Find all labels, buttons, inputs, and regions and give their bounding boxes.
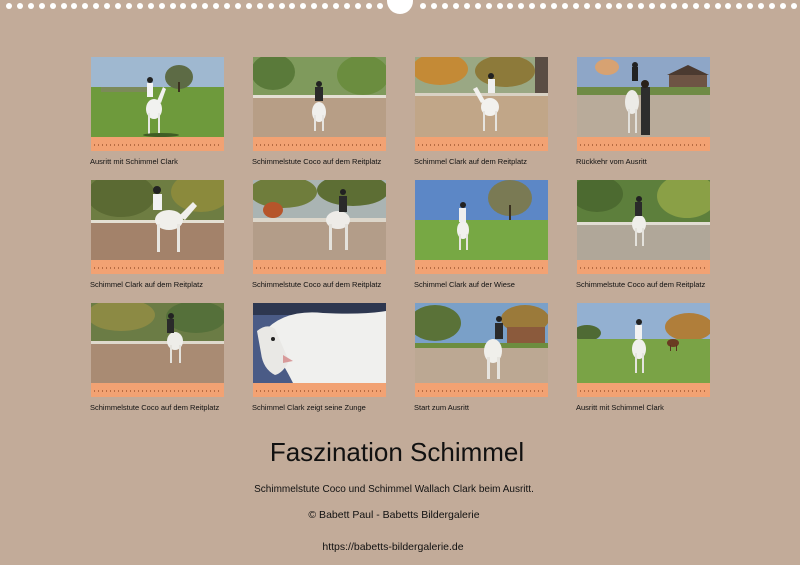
binding-hole <box>627 3 633 9</box>
binding-hole <box>17 3 23 9</box>
month-photo <box>577 303 710 383</box>
calendar-strip <box>91 383 224 397</box>
binding-hole <box>213 3 219 9</box>
binding-hole <box>573 3 579 9</box>
calendar-strip <box>91 260 224 274</box>
binding-hole <box>344 3 350 9</box>
binding-hole <box>420 3 426 9</box>
binding-hole <box>366 3 372 9</box>
binding-hole <box>442 3 448 9</box>
binding-hole <box>780 3 786 9</box>
binding-hole <box>257 3 263 9</box>
binding-hole <box>268 3 274 9</box>
binding-hole <box>377 3 383 9</box>
month-caption: Schimmel Clark auf dem Reitplatz <box>90 280 203 289</box>
binding-hole <box>747 3 753 9</box>
month-caption: Schimmelstute Coco auf dem Reitplatz <box>252 157 382 166</box>
calendar-strip <box>415 260 548 274</box>
month-caption: Schimmel Clark zeigt seine Zunge <box>252 403 366 412</box>
binding-hole <box>431 3 437 9</box>
binding-hole <box>159 3 165 9</box>
month-photo <box>91 180 224 260</box>
binding-hole <box>104 3 110 9</box>
hanger-hole <box>387 0 413 14</box>
binding-hole <box>715 3 721 9</box>
binding-hole <box>39 3 45 9</box>
spiral-binding <box>0 0 800 14</box>
binding-hole <box>71 3 77 9</box>
month-photo <box>577 57 710 137</box>
calendar-strip <box>253 260 386 274</box>
month-caption: Schimmel Clark auf der Wiese <box>414 280 515 289</box>
binding-hole <box>464 3 470 9</box>
month-photo <box>91 303 224 383</box>
binding-hole <box>540 3 546 9</box>
binding-hole <box>322 3 328 9</box>
copyright-credit: © Babett Paul - Babetts Bildergalerie <box>308 509 480 521</box>
binding-hole <box>311 3 317 9</box>
calendar-strip <box>577 260 710 274</box>
binding-hole <box>180 3 186 9</box>
month-photo <box>91 57 224 137</box>
website-url: https://babetts-bildergalerie.de <box>322 541 464 553</box>
binding-hole <box>115 3 121 9</box>
binding-hole <box>148 3 154 9</box>
binding-hole <box>235 3 241 9</box>
month-photo <box>577 180 710 260</box>
binding-hole <box>6 3 12 9</box>
binding-hole <box>682 3 688 9</box>
month-photo <box>253 303 386 383</box>
calendar-strip <box>91 137 224 151</box>
calendar-strip <box>415 383 548 397</box>
month-photo <box>253 57 386 137</box>
binding-hole <box>769 3 775 9</box>
binding-hole <box>453 3 459 9</box>
binding-hole <box>137 3 143 9</box>
month-caption: Schimmel Clark auf dem Reitplatz <box>414 157 527 166</box>
calendar-strip <box>577 383 710 397</box>
binding-hole <box>595 3 601 9</box>
month-photo <box>415 180 548 260</box>
binding-hole <box>191 3 197 9</box>
month-caption: Schimmelstute Coco auf dem Reitplatz <box>576 280 706 289</box>
binding-hole <box>507 3 513 9</box>
month-caption: Ausritt mit Schimmel Clark <box>576 403 664 412</box>
binding-hole <box>736 3 742 9</box>
binding-hole <box>497 3 503 9</box>
binding-hole <box>551 3 557 9</box>
binding-hole <box>671 3 677 9</box>
month-photo <box>415 303 548 383</box>
binding-hole <box>660 3 666 9</box>
binding-hole <box>126 3 132 9</box>
binding-hole <box>246 3 252 9</box>
calendar-title: Faszination Schimmel <box>269 437 525 467</box>
month-photo <box>253 180 386 260</box>
binding-hole <box>300 3 306 9</box>
binding-hole <box>649 3 655 9</box>
calendar-subtitle: Schimmelstute Coco und Schimmel Wallach Clark beim Ausritt. <box>254 484 534 495</box>
binding-hole <box>616 3 622 9</box>
calendar-strip <box>577 137 710 151</box>
binding-hole <box>93 3 99 9</box>
binding-hole <box>289 3 295 9</box>
binding-hole <box>224 3 230 9</box>
month-photo <box>415 57 548 137</box>
binding-hole <box>606 3 612 9</box>
binding-hole <box>202 3 208 9</box>
binding-hole <box>279 3 285 9</box>
binding-hole <box>758 3 764 9</box>
binding-hole <box>475 3 481 9</box>
binding-hole <box>704 3 710 9</box>
binding-hole <box>28 3 34 9</box>
binding-hole <box>486 3 492 9</box>
calendar-strip <box>253 137 386 151</box>
month-caption: Schimmelstute Coco auf dem Reitplatz <box>90 403 220 412</box>
binding-hole <box>170 3 176 9</box>
binding-hole <box>725 3 731 9</box>
calendar-strip <box>253 383 386 397</box>
binding-hole <box>638 3 644 9</box>
month-caption: Ausritt mit Schimmel Clark <box>90 157 178 166</box>
binding-hole <box>82 3 88 9</box>
binding-hole <box>529 3 535 9</box>
month-caption: Schimmelstute Coco auf dem Reitplatz <box>252 280 382 289</box>
binding-hole <box>791 3 797 9</box>
binding-hole <box>562 3 568 9</box>
binding-hole <box>50 3 56 9</box>
binding-hole <box>518 3 524 9</box>
month-caption: Rückkehr vom Ausritt <box>576 157 647 166</box>
binding-hole <box>333 3 339 9</box>
binding-hole <box>693 3 699 9</box>
calendar-strip <box>415 137 548 151</box>
binding-hole <box>355 3 361 9</box>
binding-hole <box>61 3 67 9</box>
binding-hole <box>584 3 590 9</box>
month-caption: Start zum Ausritt <box>414 403 470 412</box>
